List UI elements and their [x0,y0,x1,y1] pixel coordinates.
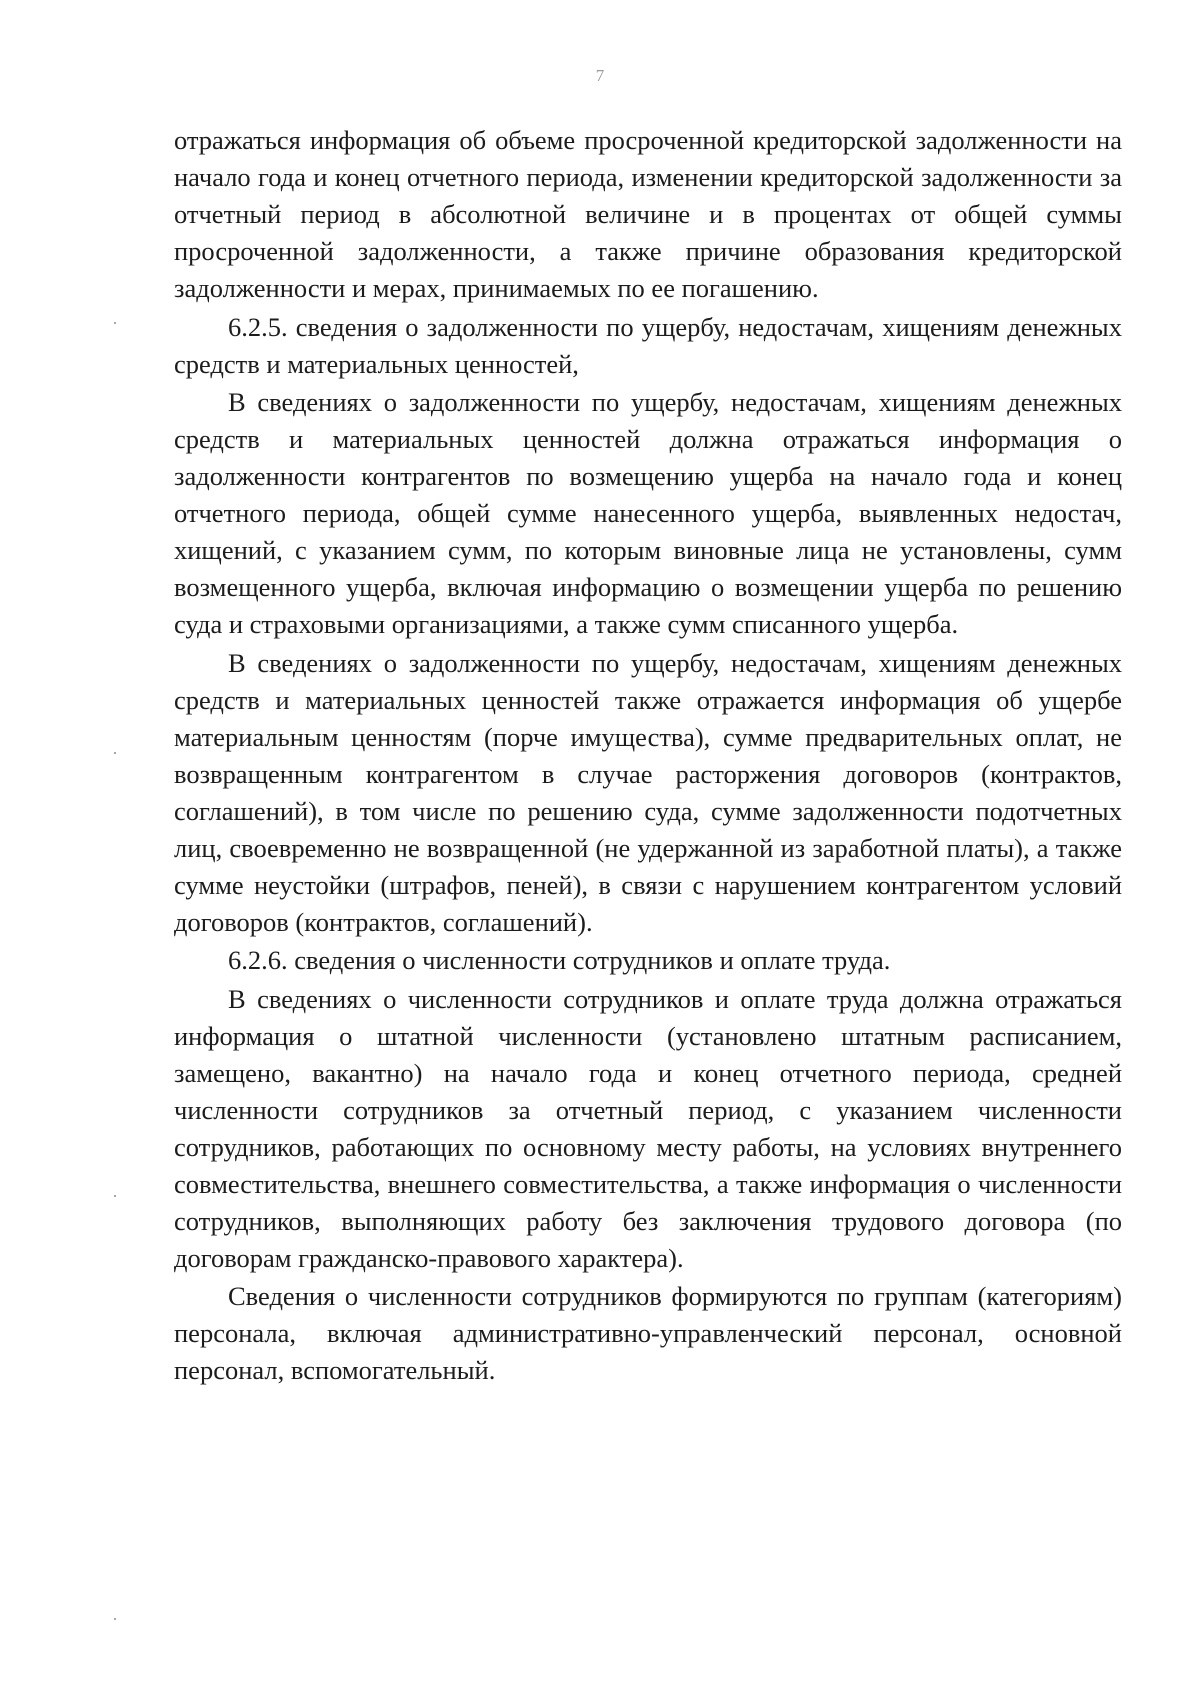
margin-mark [114,322,116,324]
section-heading-6-2-5: 6.2.5. сведения о задолженности по ущербу, недостачам, хищениям денежных средств и материальных ценностей, [174,311,1122,379]
paragraph-staff-info: В сведениях о численности сотрудников и оплате труда должна отражаться информация о штатной численности (установлено штатным расписанием, замещено, вакантно) на начало года и конец отчетного периода, средней численности сотрудников за отчетный период, с указанием численности сотрудников, работающих по основному месту работы, на условиях внутреннего совместительства, внешнего совместительства, а также информация о численности сотрудников, выполняющих работу без заключения трудового договора (по договорам гражданско-правового характера). [174,983,1122,1273]
margin-mark [114,1618,116,1620]
document-body [174,122,1122,1391]
margin-mark [114,752,116,754]
margin-mark [114,1195,116,1197]
page-number: 7 [595,66,605,85]
paragraph-damage-debt-info: В сведениях о задолженности по ущербу, недостачам, хищениям денежных средств и материальных ценностей должна отражаться информация о задолженности контрагентов по возмещению ущерба на начало года и конец отчетного периода, общей сумме нанесенного ущерба, выявленных недостач, хищений, с указанием сумм, по которым виновные лица не установлены, сумм возмещенного ущерба, включая информацию о возмещении ущерба по решению суда и страховыми организациями, а также сумм списанного ущерба. [174,387,1122,639]
paragraph-staff-groups: Сведения о численности сотрудников формируются по группам (категориям) персонала, включая административно-управленческий персонал, основной персонал, вспомогательный. [174,1281,1122,1385]
paragraph-continuation: отражаться информация об объеме просроченной кредиторской задолженности на начало года и конец отчетного периода, изменении кредиторской задолженности за отчетный период в абсолютной величине и в процентах от общей суммы просроченной задолженности, а также причине образования кредиторской задолженности и мерах, принимаемых по ее погашению. [174,125,1122,303]
paragraph-damage-debt-additional: В сведениях о задолженности по ущербу, недостачам, хищениям денежных средств и материальных ценностей также отражается информация об ущербе материальным ценностям (порче имущества), сумме предварительных оплат, не возвращенным контрагентом в случае расторжения договоров (контрактов, соглашений), в том числе по решению суда, сумме задолженности подотчетных лиц, своевременно не возвращенной (не удержанной из заработной платы), а также сумме неустойки (штрафов, пеней), в связи с нарушением контрагентом условий договоров (контрактов, соглашений). [174,647,1122,937]
section-heading-6-2-6: 6.2.6. сведения о численности сотрудников и оплате труда. [228,945,891,975]
